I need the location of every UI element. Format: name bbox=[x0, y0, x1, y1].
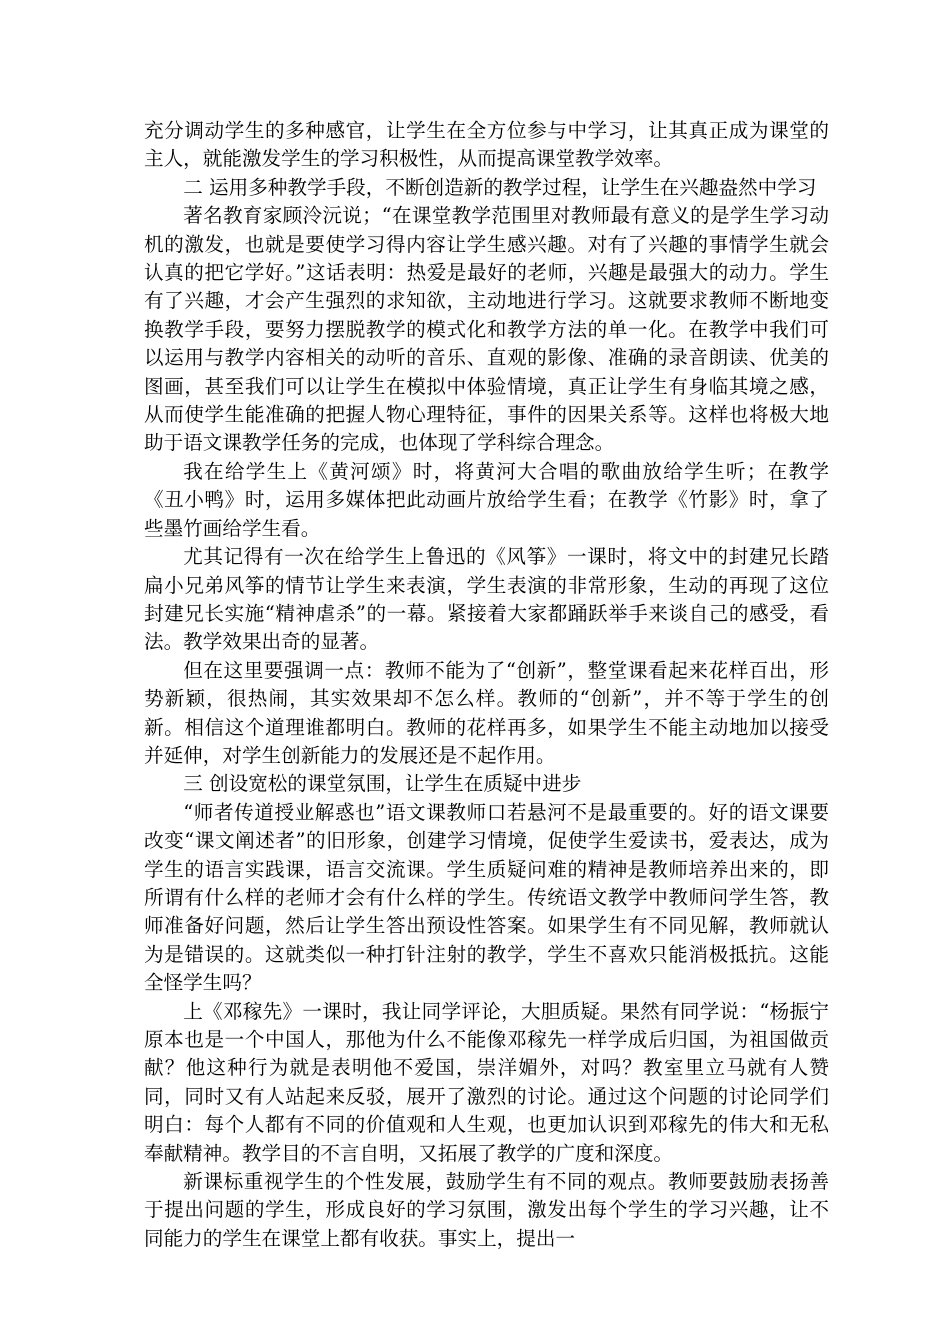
paragraph-body: “师者传道授业解惑也”语文课教师口若悬河不是最重要的。好的语文课要改变“课文阐述者”的旧形象，创建学习情境，促使学生爱读书，爱表达，成为学生的语言实践课，语言交流课。学生质疑问难的精神是教师培养出来的，即所谓有什么样的老师才会有什么样的学生。传统语文教学中教师问学生答，教师准备好问题，然后让学生答出预设性答案。如果学生有不同见解，教师就认为是错误的。这就类似一种打针注射的教学，学生不喜欢只能消极抵抗。这能全怪学生吗？ bbox=[144, 800, 829, 995]
paragraph-body: 尤其记得有一次在给学生上鲁迅的《风筝》一课时，将文中的封建兄长踏扁小兄弟风筝的情节让学生来表演，学生表演的非常形象，生动的再现了这位封建兄长实施“精神虐杀”的一幕。紧接着大家都踊跃举手来谈自己的感受，看法。教学效果出奇的显著。 bbox=[144, 545, 829, 654]
paragraph-body: 但在这里要强调一点：教师不能为了“创新”，整堂课看起来花样百出，形势新颖，很热闹，其实效果却不怎么样。教师的“创新”，并不等于学生的创新。相信这个道理谁都明白。教师的花样再多，如果学生不能主动地加以接受并延伸，对学生创新能力的发展还是不起作用。 bbox=[144, 658, 829, 767]
paragraph-body: 新课标重视学生的个性发展，鼓励学生有不同的观点。教师要鼓励表扬善于提出问题的学生，形成良好的学习氛围，激发出每个学生的学习兴趣，让不同能力的学生在课堂上都有收获。事实上，提出一 bbox=[144, 1170, 829, 1250]
paragraph-body: 上《邓稼先》一课时，我让同学评论，大胆质疑。果然有同学说：“杨振宁原本也是一个中国人，那他为什么不能像邓稼先一样学成后归国，为祖国做贡献？他这种行为就是表明他不爱国，崇洋媚外，对吗？教室里立马就有人赞同，同时又有人站起来反驳，展开了激烈的讨论。通过这个问题的讨论同学们明白：每个人都有不同的价值观和人生观，也更加认识到邓稼先的伟大和无私奉献精神。教学目的不言自明，又拓展了教学的广度和深度。 bbox=[144, 999, 829, 1165]
paragraph-continued: 充分调动学生的多种感官，让学生在全方位参与中学习，让其真正成为课堂的主人，就能激发学生的学习积极性，从而提高课堂教学效率。 bbox=[144, 119, 829, 171]
section-heading-three: 三 创设宽松的课堂氛围，让学生在质疑中进步 bbox=[183, 772, 582, 796]
paragraph-body: 我在给学生上《黄河颂》时，将黄河大合唱的歌曲放给学生听；在教学《丑小鸭》时，运用多媒体把此动画片放给学生看；在教学《竹影》时，拿了些墨竹画给学生看。 bbox=[144, 459, 829, 540]
section-heading-two: 二 运用多种教学手段，不断创造新的教学过程，让学生在兴趣盎然中学习 bbox=[183, 175, 817, 199]
paragraph-body: 著名教育家顾泠沅说；“在课堂教学范围里对教师最有意义的是学生学习动机的激发，也就是要使学习得内容让学生感兴趣。对有了兴趣的事情学生就会认真的把它学好。”这话表明：热爱是最好的老师，兴趣是最强大的动力。学生有了兴趣，才会产生强烈的求知欲，主动地进行学习。这就要求教师不断地变换教学手段，要努力摆脱教学的模式化和教学方法的单一化。在教学中我们可以运用与教学内容相关的动听的音乐、直观的影像、准确的录音朗读、优美的图画，甚至我们可以让学生在模拟中体验情境，真正让学生有身临其境之感，从而使学生能准确的把握人物心理特征，事件的因果关系等。这样也将极大地助于语文课教学任务的完成，也体现了学科综合理念。 bbox=[144, 204, 829, 455]
document-body bbox=[144, 117, 829, 1253]
